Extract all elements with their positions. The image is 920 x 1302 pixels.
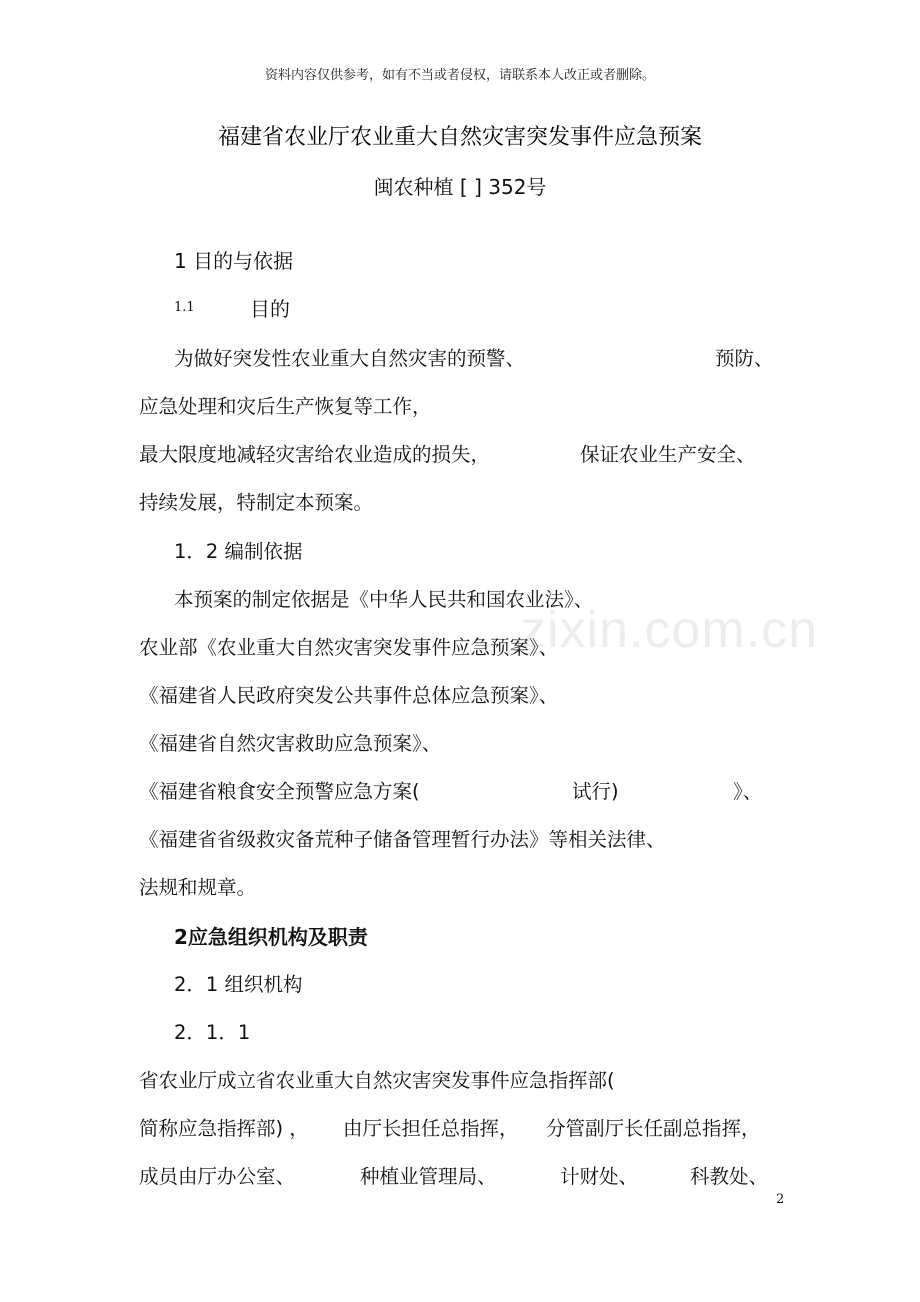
page-number: 2 (776, 1192, 785, 1207)
paragraph-line: 持续发展，特制定本预案。 (139, 491, 374, 514)
paragraph-line: 最大限度地减轻灾害给农业造成的损失， (139, 443, 491, 466)
paragraph-line: 简称应急指挥部) ， (139, 1117, 309, 1140)
section-2-1-1-number: 2．1．1 (174, 1021, 251, 1044)
paragraph-line: 应急处理和灾后生产恢复等工作， (139, 395, 432, 418)
paragraph-line: 《福建省粮食安全预警应急方案( (139, 780, 420, 803)
watermark-text: zixin.com.cn (520, 601, 819, 659)
paragraph-line: 本预案的制定依据是《中华人民共和国农业法》、 (174, 588, 594, 611)
paragraph-line: 科教处、 (690, 1165, 769, 1188)
document-title: 福建省农业厅农业重大自然灾害突发事件应急预案 (217, 125, 702, 150)
paragraph-line: 法规和规章。 (139, 876, 257, 899)
paragraph-line: 《福建省省级救灾备荒种子储备管理暂行办法》等相关法律、 (139, 828, 666, 851)
paragraph-line: 《福建省自然灾害救助应急预案》、 (139, 732, 442, 755)
paragraph-line: 预防、 (715, 347, 774, 370)
paragraph-line: 分管副厅长任副总指挥， (546, 1117, 761, 1140)
paragraph-line: 成员由厅办公室、 (139, 1165, 296, 1188)
paragraph-line: 《福建省人民政府突发公共事件总体应急预案》、 (139, 684, 559, 707)
section-1-heading: 1 目的与依据 (174, 249, 294, 273)
document-number: 闽农种植 [ ] 352号 (373, 175, 547, 199)
paragraph-line: 试行) (572, 780, 619, 803)
section-2-heading: 2应急组织机构及职责 (174, 925, 368, 949)
section-1-1-title: 目的 (250, 297, 290, 321)
paragraph-line: 计财处、 (560, 1165, 639, 1188)
paragraph-line: 农业部《农业重大自然灾害突发事件应急预案》、 (139, 636, 559, 659)
paragraph-line: 》、 (733, 780, 763, 803)
paragraph-line: 省农业厅成立省农业重大自然灾害突发事件应急指挥部( (139, 1069, 615, 1092)
paragraph-line: 种植业管理局、 (360, 1165, 497, 1188)
paragraph-line: 为做好突发性农业重大自然灾害的预警、 (174, 347, 526, 370)
paragraph-line: 保证农业生产安全、 (580, 443, 756, 466)
header-disclaimer: 资料内容仅供参考，如有不当或者侵权，请联系本人改正或者删除。 (264, 68, 655, 83)
paragraph-line: 由厅长担任总指挥， (343, 1117, 519, 1140)
section-2-1-heading: 2．1 组织机构 (174, 973, 303, 996)
section-1-1-number: 1.1 (174, 300, 195, 315)
section-1-2-heading: 1．2 编制依据 (174, 540, 303, 563)
